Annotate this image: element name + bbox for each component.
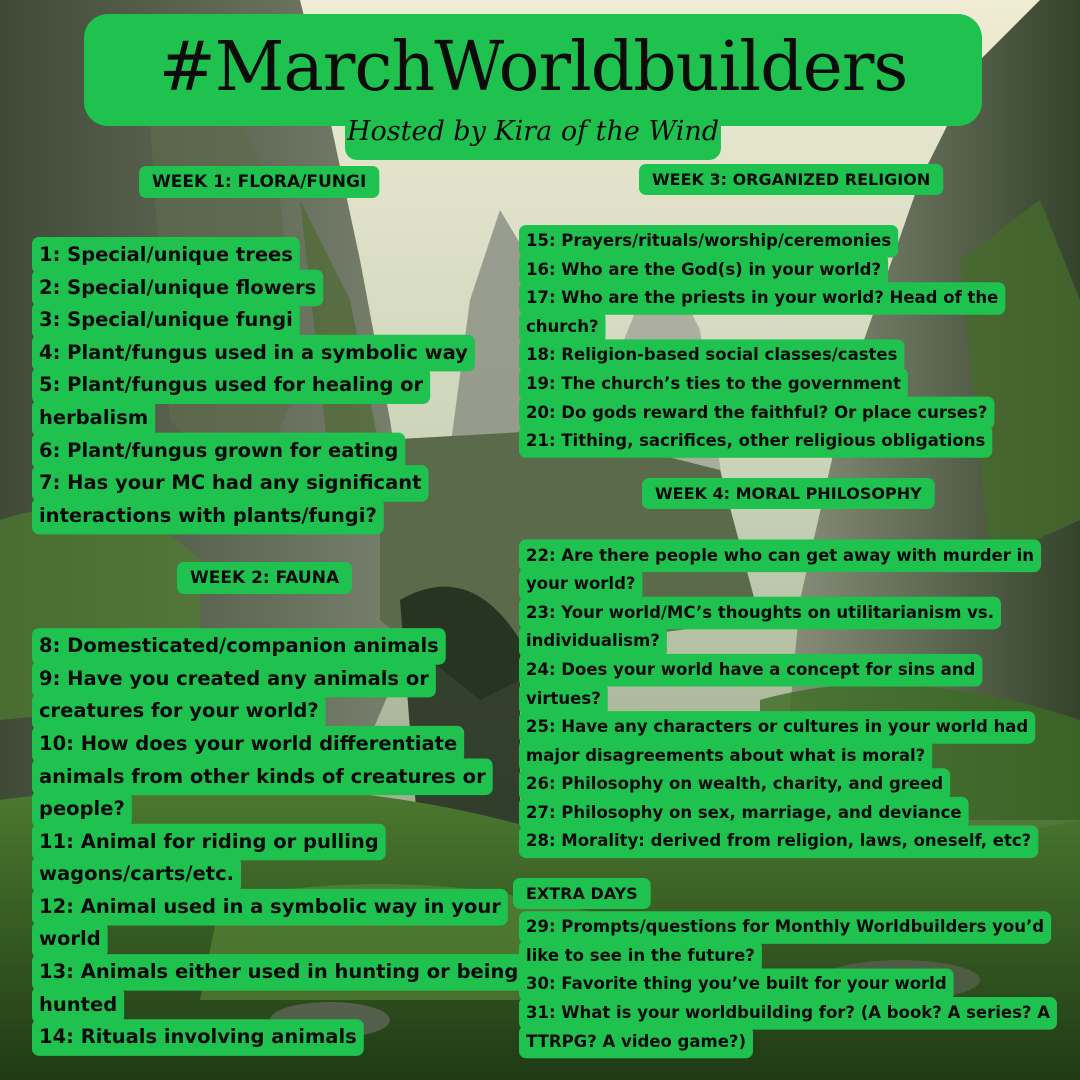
- prompt-line: 8: Domesticated/companion animals: [39, 634, 439, 658]
- prompt-line: animals from other kinds of creatures or: [39, 764, 486, 788]
- prompt-line: 17: Who are the priests in your world? Head of the: [526, 288, 999, 308]
- prompt-line: 4: Plant/fungus used in a symbolic way: [39, 340, 468, 364]
- extra-days-heading: EXTRA DAYS: [526, 884, 638, 903]
- prompt-line: 1: Special/unique trees: [39, 243, 293, 266]
- prompt-line: 2: Special/unique flowers: [39, 275, 317, 299]
- prompt-line: herbalism: [39, 405, 149, 429]
- prompt-line: world: [39, 927, 101, 951]
- prompt-line: 6: Plant/fungus grown for eating: [39, 438, 399, 462]
- prompt-list-right: [526, 227, 1050, 1056]
- page-title: #MarchWorldbuilders: [158, 28, 908, 107]
- week-1-heading: WEEK 1: FLORA/FUNGI: [152, 172, 367, 192]
- prompt-line: major disagreements about what is moral?: [526, 745, 926, 765]
- prompt-line: TTRPG? A video game?): [526, 1031, 746, 1051]
- prompt-line: 19: The church’s ties to the government: [526, 373, 901, 393]
- prompt-line: 29: Prompts/questions for Monthly Worldbuilders you’d: [526, 917, 1045, 937]
- week-2-heading: WEEK 2: FAUNA: [190, 568, 340, 588]
- prompt-line: hunted: [39, 992, 118, 1016]
- prompt-line: 23: Your world/MC’s thoughts on utilitarianism vs.: [526, 602, 994, 622]
- prompt-line: church?: [526, 316, 599, 336]
- prompt-line: 16: Who are the God(s) in your world?: [526, 259, 882, 279]
- page-subtitle: Hosted by Kira of the Wind: [346, 116, 720, 147]
- prompt-line: 24: Does your world have a concept for sins and: [526, 659, 976, 679]
- prompt-line: 30: Favorite thing you’ve built for your world: [526, 974, 947, 994]
- week-3-heading: WEEK 3: ORGANIZED RELIGION: [652, 170, 931, 189]
- prompt-line: 18: Religion-based social classes/castes: [526, 345, 898, 365]
- prompt-line: 22: Are there people who can get away with murder in: [526, 545, 1035, 565]
- prompt-line: like to see in the future?: [526, 945, 755, 965]
- week-4-heading: WEEK 4: MORAL PHILOSOPHY: [655, 484, 922, 503]
- prompt-line: 13: Animals either used in hunting or being: [39, 960, 519, 984]
- prompt-line: people?: [39, 797, 125, 821]
- prompt-line: 14: Rituals involving animals: [39, 1025, 357, 1049]
- prompt-line: creatures for your world?: [39, 699, 319, 723]
- prompt-line: 7: Has your MC had any significant: [39, 471, 422, 495]
- prompt-line: 26: Philosophy on wealth, charity, and greed: [526, 774, 944, 794]
- prompt-line: 31: What is your worldbuilding for? (A book? A series? A: [526, 1003, 1050, 1023]
- prompt-line: individualism?: [526, 631, 660, 651]
- prompt-line: interactions with plants/fungi?: [39, 503, 377, 527]
- prompt-line: 21: Tithing, sacrifices, other religious obligations: [526, 431, 986, 451]
- prompt-line: 20: Do gods reward the faithful? Or place curses?: [526, 402, 988, 422]
- prompt-list-left: [39, 239, 518, 1054]
- prompt-line: your world?: [526, 574, 636, 594]
- prompt-line: 15: Prayers/rituals/worship/ceremonies: [526, 231, 892, 250]
- prompt-line: 28: Morality: derived from religion, laws, oneself, etc?: [526, 831, 1032, 851]
- prompt-line: 25: Have any characters or cultures in your world had: [526, 717, 1029, 737]
- prompt-line: 27: Philosophy on sex, marriage, and deviance: [526, 802, 962, 822]
- prompt-line: 3: Special/unique fungi: [39, 308, 293, 332]
- prompt-line: 12: Animal used in a symbolic way in your: [39, 894, 501, 918]
- prompt-line: 9: Have you created any animals or: [39, 666, 429, 690]
- prompt-line: virtues?: [526, 688, 601, 708]
- prompt-line: 11: Animal for riding or pulling: [39, 829, 379, 853]
- prompt-line: wagons/carts/etc.: [39, 862, 235, 886]
- prompt-line: 5: Plant/fungus used for healing or: [39, 373, 424, 397]
- prompt-line: 10: How does your world differentiate: [39, 731, 458, 755]
